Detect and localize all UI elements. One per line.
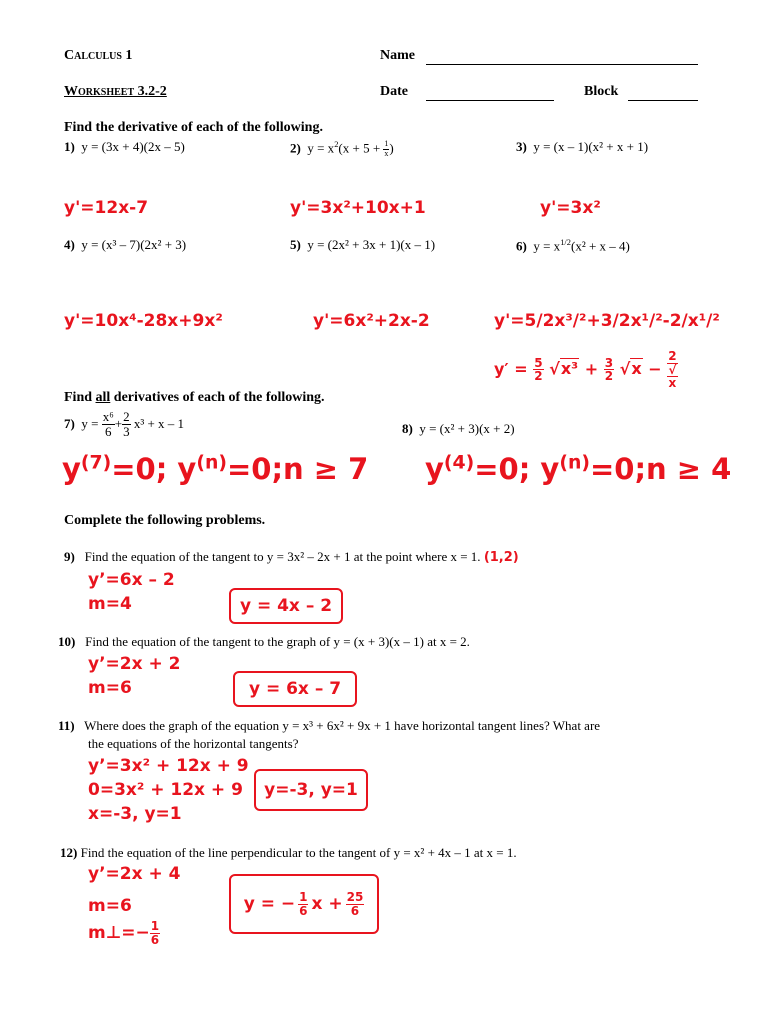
problem-expression: y = (2x² + 3x + 1)(x – 1): [307, 237, 436, 252]
frac-num: 1: [150, 919, 160, 933]
fraction: [102, 410, 115, 438]
lhs: y =: [81, 416, 99, 432]
problem-4: [64, 237, 186, 253]
answer-8: [425, 452, 731, 486]
operator: −: [648, 359, 662, 379]
sqrt: √x³: [549, 359, 579, 379]
fraction: [604, 357, 614, 383]
radicand: x: [668, 376, 677, 391]
problem-11: [58, 718, 600, 734]
frac-den: 6: [299, 903, 308, 918]
problem-3: [516, 139, 648, 155]
frac-num: x⁶: [102, 409, 114, 424]
problem-number: 6): [516, 238, 527, 254]
work-line: y’=2x + 4: [88, 864, 181, 884]
ans-part: =0;n ≥ 4: [589, 452, 732, 486]
boxed-answer-9: [229, 588, 343, 624]
problem-12: [60, 845, 517, 861]
work-line: y’=2x + 2: [88, 654, 181, 674]
name-blank[interactable]: [426, 64, 698, 65]
eq-part: x +: [311, 894, 343, 914]
problem-9: [64, 549, 519, 565]
problem-5: [290, 237, 435, 253]
mperp-label: m⊥=−: [88, 923, 150, 944]
frac-den: 6: [104, 423, 112, 439]
problem-7: [64, 410, 184, 438]
frac-den: 2: [604, 369, 614, 384]
problem-number: 10): [58, 634, 76, 649]
frac-num: 2: [123, 409, 130, 424]
problem-text: Find the equation of the line perpendicular to the tangent of y = x² + 4x – 1 at x = 1.: [80, 845, 517, 860]
block-blank[interactable]: [628, 100, 698, 101]
worksheet-title: Worksheet 3.2-2: [64, 84, 167, 99]
work-line: y’=3x² + 12x + 9: [88, 756, 249, 776]
problem-text-cont: the equations of the horizontal tangents?: [88, 736, 299, 751]
work-line: x=-3, y=1: [88, 804, 182, 824]
problem-number: 5): [290, 237, 301, 252]
answer-6: y'=5/2x³/²+3/2x¹/²-2/x¹/²: [494, 311, 720, 331]
boxed-equation: [244, 891, 365, 917]
boxed-text: y=-3, y=1: [264, 780, 358, 800]
section1-title: Find the derivative of each of the following.: [64, 120, 323, 135]
work-line: m=4: [88, 594, 132, 614]
problem-number: 2): [290, 140, 301, 156]
problem-6: [516, 237, 630, 254]
operator: +: [584, 359, 599, 379]
eq-part: y = −: [243, 894, 296, 914]
ans-part: =0; y: [111, 452, 197, 486]
frac-num: 2: [668, 349, 677, 363]
fraction: [346, 891, 365, 917]
operator: +: [114, 416, 123, 432]
boxed-answer-10: [233, 671, 357, 707]
expr-sup: 2: [334, 139, 339, 149]
answer-4: y'=10x⁴-28x+9x²: [64, 311, 223, 331]
frac-den: x: [384, 148, 389, 158]
section3-title: Complete the following problems.: [64, 513, 266, 528]
frac-den: √ x: [668, 362, 677, 391]
ans-part: =0;n ≥ 7: [226, 452, 369, 486]
title-part: derivatives of each of the following.: [110, 390, 325, 405]
frac-num: 5: [534, 355, 543, 370]
problem-text: Find the equation of the tangent to the graph of y = (x + 3)(x – 1) at x = 2.: [85, 634, 470, 649]
problem-expression: y = (3x + 4)(2x – 5): [81, 139, 185, 154]
problem-number: 1): [64, 139, 75, 154]
frac-num: 1: [299, 889, 308, 904]
problem-expression: y = (x³ – 7)(2x² + 3): [81, 237, 187, 252]
block-label: Block: [584, 84, 619, 99]
expr-part: y = x: [533, 238, 561, 254]
expr-part: y = x: [307, 140, 335, 156]
work-line: m=6: [88, 678, 132, 698]
ans-sup: (n): [196, 452, 227, 474]
work-line: y’=6x – 2: [88, 570, 175, 590]
answer-7: [62, 452, 368, 486]
answer-2: y'=3x²+10x+1: [290, 198, 426, 218]
problem-number: 12): [60, 845, 78, 860]
lhs: y′ =: [494, 359, 528, 379]
frac-den: 6: [150, 932, 160, 947]
problem-1: [64, 139, 185, 155]
answer-1: y'=12x-7: [64, 198, 149, 218]
expr-part: (x² + x – 4): [570, 238, 630, 254]
problem-text: Where does the graph of the equation y = x³ + 6x² + 9x + 1 have horizontal tangent lines? What are: [84, 718, 601, 733]
answer-6-alt: [494, 350, 678, 390]
problem-8: [402, 421, 515, 437]
problem-text: Find the equation of the tangent to y = 3x² – 2x + 1 at the point where x = 1.: [84, 549, 481, 564]
ans-sup: (4): [443, 452, 475, 474]
problem-number: 11): [58, 718, 75, 733]
expr-part: (x + 5 +: [338, 140, 384, 156]
expr-sup: 1/2: [560, 237, 571, 247]
ans-sup: (7): [80, 452, 112, 474]
sqrt: √x: [619, 359, 642, 379]
problem-expression: y = (x – 1)(x² + x + 1): [533, 139, 649, 154]
point-answer: (1,2): [483, 550, 519, 565]
answer-3: y'=3x²: [540, 198, 601, 218]
ans-part: =0; y: [474, 452, 560, 486]
date-blank[interactable]: [426, 100, 554, 101]
problem-expression: y = (x² + 3)(x + 2): [419, 421, 515, 436]
boxed-answer-12: [229, 874, 379, 934]
m-perp: [88, 920, 160, 946]
fraction: [122, 410, 131, 438]
problem-number: 9): [64, 549, 75, 564]
work-line: m=6: [88, 896, 132, 916]
title-emphasis: all: [95, 390, 111, 405]
problem-number: 4): [64, 237, 75, 252]
problem-2: [290, 139, 394, 158]
frac-den: 2: [534, 369, 543, 384]
problem-number: 3): [516, 139, 527, 154]
frac-num: 25: [346, 889, 364, 904]
title-part: Find: [64, 390, 96, 405]
ans-part: y: [62, 452, 81, 486]
expr-part: ): [389, 140, 394, 156]
section2-title: [64, 390, 325, 406]
boxed-text: y = 6x – 7: [248, 679, 342, 699]
boxed-text: y = 4x – 2: [239, 596, 333, 616]
boxed-answer-11: [254, 769, 368, 811]
radicand: x: [631, 359, 642, 379]
radicand: x³: [560, 359, 579, 379]
problem-number: 8): [402, 421, 413, 436]
date-label: Date: [380, 84, 408, 99]
answer-5: y'=6x²+2x-2: [313, 311, 430, 331]
fraction: [150, 920, 160, 946]
name-label: Name: [380, 48, 415, 63]
work-line: 0=3x² + 12x + 9: [88, 780, 243, 800]
frac-num: 1: [384, 139, 389, 149]
course-title: Calculus 1: [64, 48, 133, 63]
fraction: [298, 891, 308, 917]
problem-10: [58, 634, 470, 650]
frac-num: 3: [604, 355, 614, 370]
ans-sup: (n): [559, 452, 590, 474]
frac-den: 3: [123, 423, 130, 439]
expr-rest: x³ + x – 1: [133, 416, 185, 432]
fraction: [667, 350, 677, 390]
ans-part: y: [425, 452, 444, 486]
fraction: [533, 357, 543, 383]
frac-den: 6: [350, 903, 360, 918]
problem-number: 7): [64, 416, 75, 432]
